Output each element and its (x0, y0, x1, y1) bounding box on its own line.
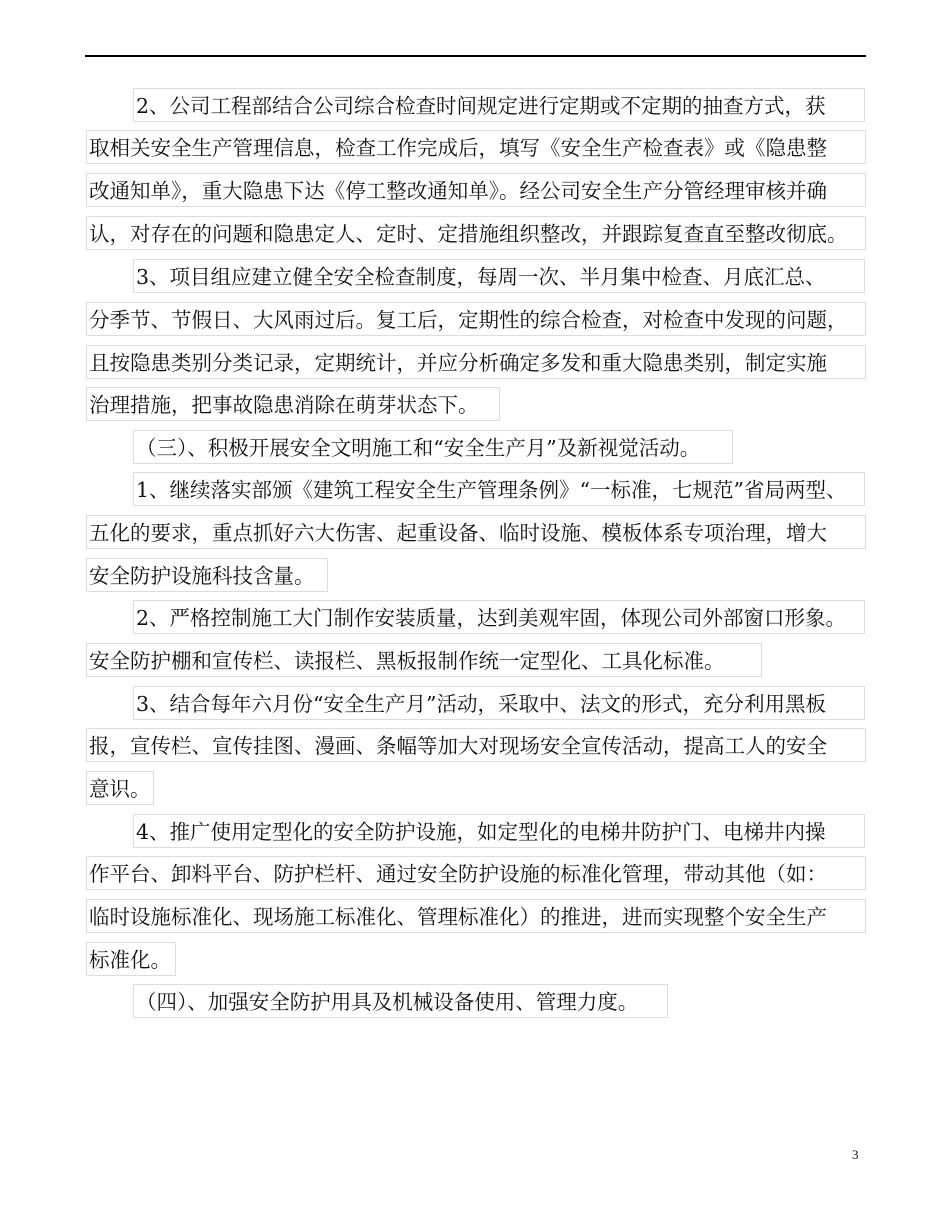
section-heading: （四）、加强安全防护用具及机械设备使用、管理力度。 (133, 984, 668, 1018)
header-rule (85, 55, 866, 57)
text-line: 1、继续落实部颁《建筑工程安全生产管理条例》“一标准，七规范”省局两型、 (133, 472, 865, 506)
text-line: 报，宣传栏、宣传挂图、漫画、条幅等加大对现场安全宣传活动，提高工人的安全 (86, 728, 866, 762)
section-heading: （三）、积极开展安全文明施工和“安全生产月”及新视觉活动。 (133, 430, 733, 464)
text-line: 治理措施，把事故隐患消除在萌芽状态下。 (86, 387, 500, 421)
text-line: 4、推广使用定型化的安全防护设施，如定型化的电梯井防护门、电梯井内操 (133, 814, 865, 848)
text-line: 3、结合每年六月份“安全生产月”活动，采取中、法文的形式，充分利用黑板 (133, 686, 865, 720)
text-line: 分季节、节假日、大风雨过后。复工后，定期性的综合检查，对检查中发现的问题， (86, 302, 866, 336)
text-line: 且按隐患类别分类记录，定期统计，并应分析确定多发和重大隐患类别，制定实施 (86, 345, 866, 379)
text-line: 意识。 (86, 771, 154, 805)
text-line: 安全防护设施科技含量。 (86, 558, 328, 592)
text-line: 改通知单》，重大隐患下达《停工整改通知单》。经公司安全生产分管经理审核并确 (86, 173, 866, 207)
text-line: 安全防护棚和宣传栏、读报栏、黑板报制作统一定型化、工具化标准。 (86, 643, 762, 677)
text-line: 3、项目组应建立健全安全检查制度，每周一次、半月集中检查、月底汇总、 (133, 259, 865, 293)
text-line: 2、公司工程部结合公司综合检查时间规定进行定期或不定期的抽查方式，获 (133, 88, 865, 122)
page-number: 3 (852, 1147, 859, 1162)
text-line: 作平台、卸料平台、防护栏杆、通过安全防护设施的标准化管理，带动其他（如： (86, 856, 866, 890)
text-line: 认，对存在的问题和隐患定人、定时、定措施组织整改，并跟踪复查直至整改彻底。 (86, 216, 866, 250)
text-line: 2、严格控制施工大门制作安装质量，达到美观牢固，体现公司外部窗口形象。 (133, 600, 865, 634)
text-line: 标准化。 (86, 942, 176, 976)
text-line: 临时设施标准化、现场施工标准化、管理标准化）的推进，进而实现整个安全生产 (86, 899, 866, 933)
text-line: 五化的要求，重点抓好六大伤害、起重设备、临时设施、模板体系专项治理，增大 (86, 515, 866, 549)
text-line: 取相关安全生产管理信息，检查工作完成后，填写《安全生产检查表》或《隐患整 (86, 130, 866, 164)
